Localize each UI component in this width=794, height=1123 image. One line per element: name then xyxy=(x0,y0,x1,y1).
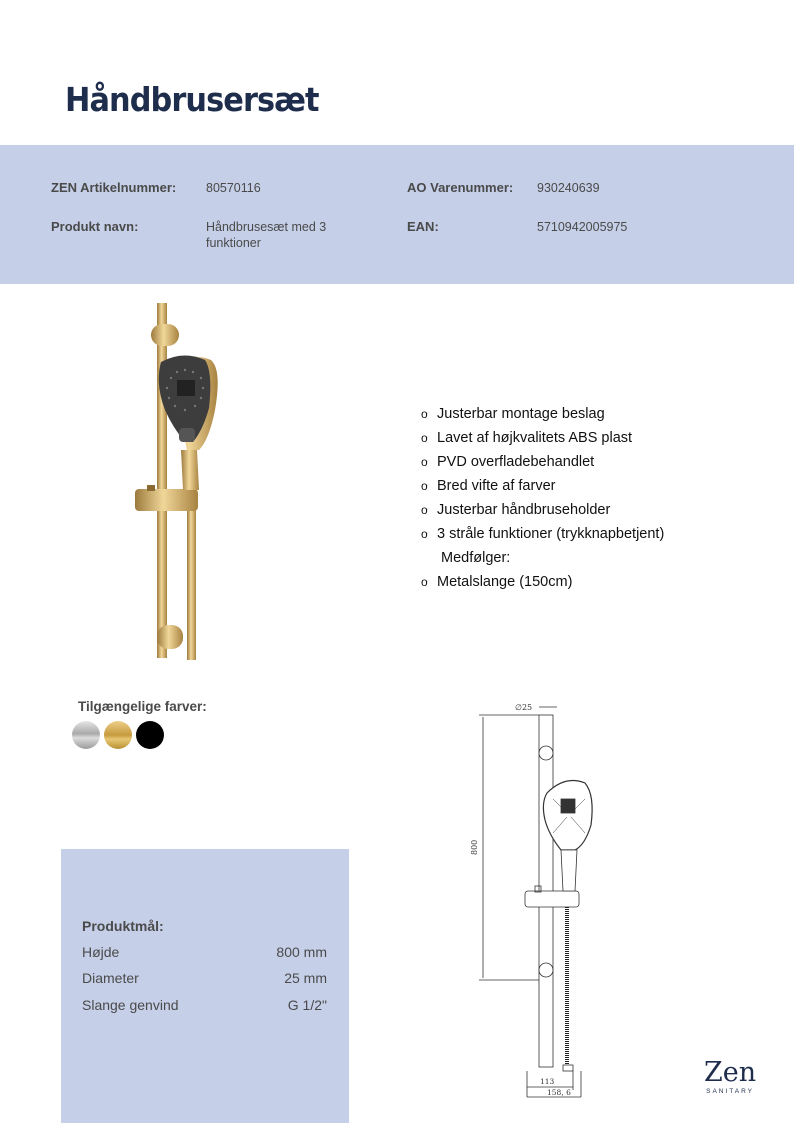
feature-text: 3 stråle funktioner (trykknapbetjent) xyxy=(437,526,665,542)
technical-drawing xyxy=(465,695,615,1105)
bullet-icon: o xyxy=(421,575,428,589)
zen-sanitary-logo xyxy=(704,1058,756,1095)
product-photo xyxy=(125,300,235,665)
feature-text: PVD overfladebehandlet xyxy=(437,454,595,470)
bullet-icon: o xyxy=(421,503,428,517)
dimension-value: 25 mm xyxy=(284,970,327,986)
feature-item xyxy=(421,452,664,476)
logo-sub: SANITARY xyxy=(706,1088,755,1095)
feature-list xyxy=(421,404,664,596)
bullet-icon: o xyxy=(421,455,428,469)
color-swatch-chrome xyxy=(72,721,100,749)
ao-number-value: 930240639 xyxy=(537,181,600,195)
included-label xyxy=(421,548,664,572)
zen-article-value: 80570116 xyxy=(206,181,261,195)
bullet-icon: o xyxy=(421,407,428,421)
color-swatch-black xyxy=(136,721,164,749)
ao-number-label: AO Varenummer: xyxy=(407,180,514,195)
included-item xyxy=(421,572,664,596)
height-label: 800 xyxy=(470,839,479,855)
feature-item xyxy=(421,524,664,548)
zen-article-label: ZEN Artikelnummer: xyxy=(51,180,177,195)
colors-title: Tilgængelige farver: xyxy=(78,699,207,714)
feature-item xyxy=(421,428,664,452)
dimension-row xyxy=(82,970,327,986)
included-label-text: Medfølger: xyxy=(441,550,511,566)
ean-label: EAN: xyxy=(407,219,439,234)
product-name-label: Produkt navn: xyxy=(51,219,139,234)
feature-item xyxy=(421,404,664,428)
diameter-label: ∅25 xyxy=(515,703,533,712)
dimensions-box xyxy=(61,849,349,1123)
ean-value: 5710942005975 xyxy=(537,220,628,234)
bullet-icon: o xyxy=(421,479,428,493)
feature-text: Justerbar håndbruseholder xyxy=(437,502,611,518)
product-name-line1: Håndbrusesæt med 3 xyxy=(206,220,327,234)
color-swatch-gold xyxy=(104,721,132,749)
dimension-label: Slange genvind xyxy=(82,997,179,1013)
feature-text: Lavet af højkvalitets ABS plast xyxy=(437,430,633,446)
dimension-row xyxy=(82,944,327,960)
dimension-value: 800 mm xyxy=(276,944,327,960)
product-name-line2: funktioner xyxy=(206,236,261,250)
dimension-value: G 1/2" xyxy=(287,997,327,1013)
feature-text: Justerbar montage beslag xyxy=(437,406,605,422)
page-title: Håndbrusersæt xyxy=(65,80,319,119)
feature-item xyxy=(421,476,664,500)
bullet-icon: o xyxy=(421,431,428,445)
dimensions-title: Produktmål: xyxy=(82,918,164,934)
feature-text: Bred vifte af farver xyxy=(437,478,556,494)
feature-item xyxy=(421,500,664,524)
product-name-value xyxy=(206,219,326,251)
dimension-row xyxy=(82,997,327,1013)
logo-main: Zen xyxy=(704,1057,757,1088)
width-label-1: 113 xyxy=(540,1077,555,1086)
included-text: Metalslange (150cm) xyxy=(437,574,573,590)
bullet-icon: o xyxy=(421,527,428,541)
product-info-band xyxy=(0,145,794,284)
dimension-label: Diameter xyxy=(82,970,139,986)
dimension-label: Højde xyxy=(82,944,120,960)
width-label-2: 158, 6 xyxy=(547,1088,571,1097)
